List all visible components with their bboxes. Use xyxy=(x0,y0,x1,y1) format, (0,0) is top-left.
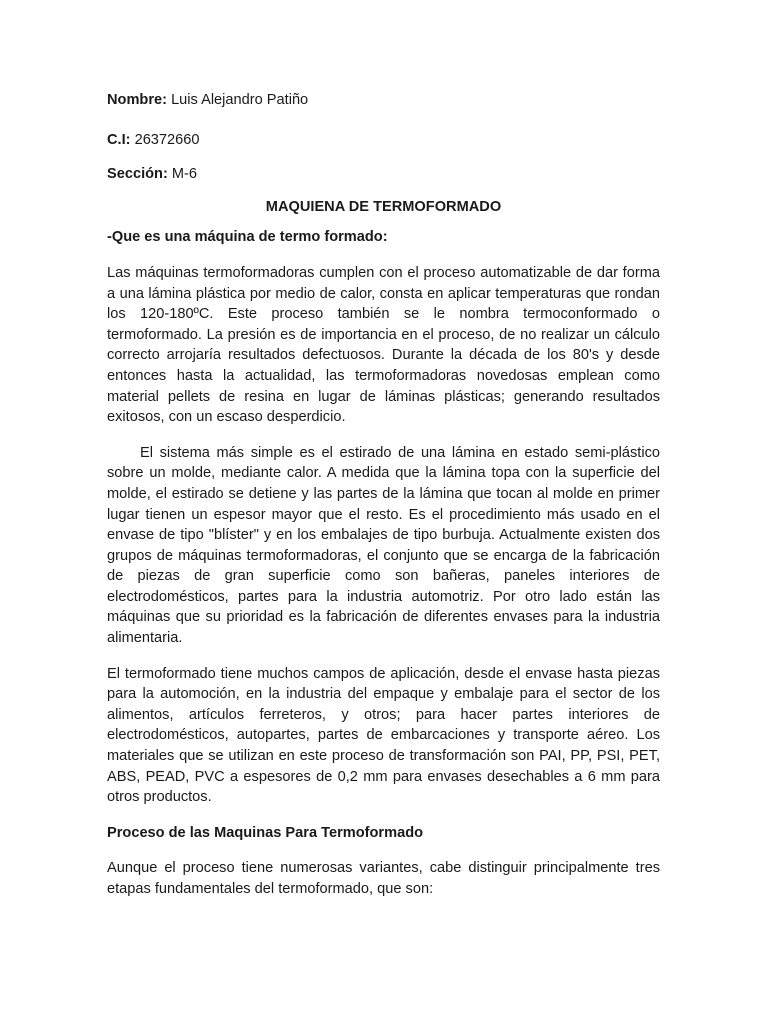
section-field xyxy=(107,164,660,185)
name-value: Luis Alejandro Patiño xyxy=(171,92,309,108)
ci-value: 26372660 xyxy=(134,131,200,148)
section-heading-what-is: -Que es una máquina de termo formado: xyxy=(107,229,388,246)
paragraph-intro: Las máquinas termoformadoras cumplen con el proceso automatizable de dar forma a una lámina plástica por medio de calor, consta en aplicar temperaturas que rondan los 120-180ºC. Este proceso también se le nombra termoconformado o termoformado. La presión es de importancia en el proceso, de no realizar un cálculo correcto arrojaría resultados defectuosos. Durante la década de los 80's y desde entonces hasta la actualidad, las termoformadoras novedosas emplean como material pellets de resina en lugar de láminas plásticas; generando resultados exitosos, con un escaso desperdicio. xyxy=(107,264,660,426)
paragraph-system: El sistema más simple es el estirado de una lámina en estado semi-plástico sobre un molde, mediante calor. A medida que la lámina topa con la superficie del molde, el estirado se detiene y las partes de la lámina que tocan al molde en primer lugar tienen un espesor mayor que el resto. Es el procedimiento más usado en el envase de tipo "blíster" y en los embalajes de tipo burbuja. Actualmente existen dos grupos de máquinas termoformadoras, el conjunto que se encarga de la fabricación de piezas de gran superficie como son bañeras, paneles interiores de electrodomésticos, partes para la industria automotriz. Por otro lado están las máquinas que su prioridad es la fabricación de diferentes envases para la industria alimentaria. xyxy=(107,444,660,647)
ci-field xyxy=(107,130,660,151)
name-field xyxy=(107,90,660,111)
section-label: Sección: xyxy=(107,166,168,183)
document-page xyxy=(107,90,660,915)
paragraph-applications: El termoformado tiene muchos campos de aplicación, desde el envase hasta piezas para la automoción, en la industria del empaque y embalaje para el sector de los alimentos, artículos ferreteros, y otros; para hacer partes interiores de electrodomésticos, autopartes, partes de embarcaciones y transporte aéreo. Los materiales que se utilizan en este proceso de transformación son PAI, PP, PSI, PET, ABS, PEAD, PVC a espesores de 0,2 mm para envases desechables a 6 mm para otros productos. xyxy=(107,665,660,806)
paragraph-process-intro: Aunque el proceso tiene numerosas variantes, cabe distinguir principalmente tres etapas fundamentales del termoformado, que son: xyxy=(107,860,660,897)
document-title: MAQUIENA DE TERMOFORMADO xyxy=(265,198,502,215)
section-value: M-6 xyxy=(171,166,198,183)
name-label: Nombre: xyxy=(107,92,167,108)
section-heading-process: Proceso de las Maquinas Para Termoformado xyxy=(107,824,424,841)
ci-label: C.I: xyxy=(107,131,131,148)
